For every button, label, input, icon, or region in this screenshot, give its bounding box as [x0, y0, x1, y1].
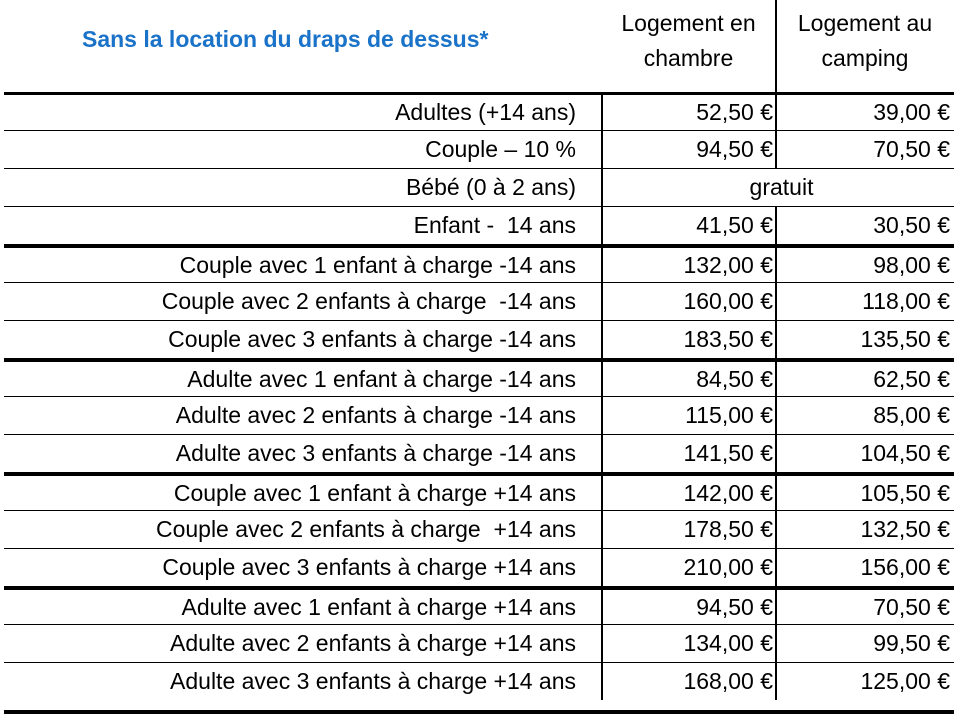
price-camping-cell: 85,00 € — [775, 397, 954, 434]
column-header-chambre — [602, 6, 775, 86]
price-chambre-cell: 94,50 € — [601, 131, 775, 168]
price-camping-cell: 132,50 € — [775, 511, 954, 548]
column-header-chambre-line2: chambre — [643, 45, 734, 71]
row-label: Couple avec 1 enfant à charge -14 ans — [179, 251, 576, 278]
price-chambre-cell: 134,00 € — [601, 625, 775, 662]
price-camping-cell: 99,50 € — [775, 625, 954, 662]
row-label: Couple avec 2 enfants à charge -14 ans — [161, 288, 576, 314]
row-label: Couple – 10 % — [425, 136, 576, 162]
table-row — [4, 586, 954, 624]
table-row — [4, 358, 954, 396]
price-camping-cell: 125,00 € — [775, 663, 954, 700]
table-row — [4, 510, 954, 548]
table-row — [4, 130, 954, 168]
table-row — [4, 548, 954, 586]
table-row — [4, 624, 954, 662]
merged-price-cell: gratuit — [601, 169, 954, 206]
row-label: Adulte avec 1 enfant à charge -14 ans — [187, 365, 576, 392]
table-row — [4, 92, 954, 130]
table-row — [4, 168, 954, 206]
price-chambre-cell: 183,50 € — [601, 321, 775, 358]
price-camping-cell: 104,50 € — [775, 435, 954, 472]
row-label: Adulte avec 3 enfants à charge +14 ans — [170, 668, 576, 694]
price-camping-cell: 98,00 € — [775, 248, 954, 282]
column-header-chambre-line1: Logement en — [621, 10, 756, 36]
price-camping-cell: 30,50 € — [775, 207, 954, 244]
price-chambre-cell: 52,50 € — [601, 95, 775, 130]
price-camping-cell: 62,50 € — [775, 362, 954, 396]
row-label: Bébé (0 à 2 ans) — [405, 174, 576, 200]
table-body — [4, 92, 954, 700]
row-label: Adulte avec 1 enfant à charge +14 ans — [181, 593, 576, 620]
price-camping-cell: 156,00 € — [775, 549, 954, 586]
price-chambre-cell: 41,50 € — [601, 207, 775, 244]
table-row — [4, 396, 954, 434]
price-camping-cell: 70,50 € — [775, 590, 954, 624]
table-row — [4, 244, 954, 282]
column-header-camping — [778, 6, 952, 86]
table-row — [4, 662, 954, 700]
price-camping-cell: 70,50 € — [775, 131, 954, 168]
price-chambre-cell: 168,00 € — [601, 663, 775, 700]
header-divider — [775, 0, 777, 92]
price-chambre-cell: 210,00 € — [601, 549, 775, 586]
column-header-camping-line2: camping — [821, 45, 909, 71]
row-label: Couple avec 1 enfant à charge +14 ans — [173, 479, 576, 506]
price-chambre-cell: 115,00 € — [601, 397, 775, 434]
row-label: Couple avec 2 enfants à charge +14 ans — [155, 516, 576, 542]
row-label: Adulte avec 3 enfants à charge -14 ans — [175, 440, 576, 466]
price-chambre-cell: 132,00 € — [601, 248, 775, 282]
row-label: Adultes (+14 ans) — [395, 99, 576, 125]
table-row — [4, 434, 954, 472]
price-chambre-cell: 178,50 € — [601, 511, 775, 548]
row-label: Adulte avec 2 enfants à charge -14 ans — [175, 402, 576, 428]
price-camping-cell: 105,50 € — [775, 476, 954, 510]
table-bottom-border — [4, 710, 954, 714]
row-label: Couple avec 3 enfants à charge +14 ans — [162, 554, 576, 580]
table-row — [4, 320, 954, 358]
row-label: Enfant - 14 ans — [413, 212, 576, 238]
price-camping-cell: 39,00 € — [775, 95, 954, 130]
price-camping-cell: 135,50 € — [775, 321, 954, 358]
price-camping-cell: 118,00 € — [775, 283, 954, 320]
price-chambre-cell: 94,50 € — [601, 590, 775, 624]
table-header — [0, 0, 961, 92]
price-chambre-cell: 160,00 € — [601, 283, 775, 320]
column-header-camping-line1: Logement au — [797, 10, 933, 36]
row-label: Adulte avec 2 enfants à charge +14 ans — [170, 630, 576, 656]
price-chambre-cell: 84,50 € — [601, 362, 775, 396]
price-chambre-cell: 141,50 € — [601, 435, 775, 472]
table-row — [4, 282, 954, 320]
table-row — [4, 206, 954, 244]
table-title: Sans la location du draps de dessus* — [82, 26, 489, 52]
table-row — [4, 472, 954, 510]
price-chambre-cell: 142,00 € — [601, 476, 775, 510]
row-label: Couple avec 3 enfants à charge -14 ans — [168, 326, 576, 352]
